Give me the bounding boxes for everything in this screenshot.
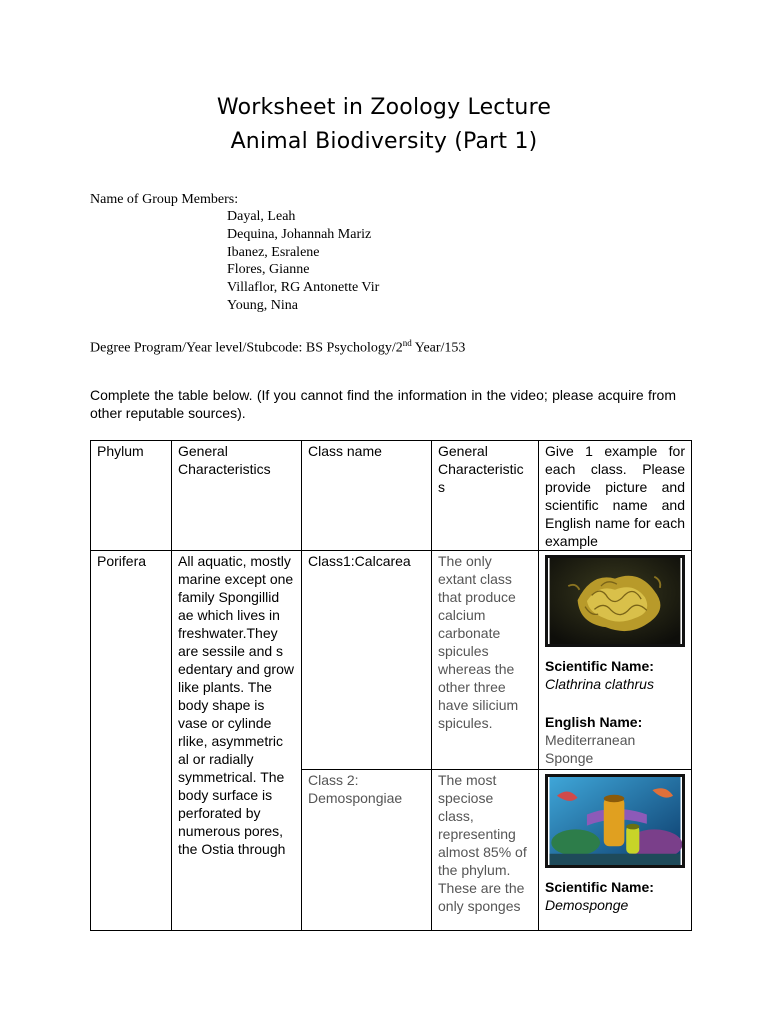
header-class-name: Class name (302, 441, 432, 551)
group-members-label: Name of Group Members: (90, 192, 239, 207)
english-name-label: English Name: (545, 714, 643, 730)
group-member: Dayal, Leah (227, 209, 296, 224)
header-class-characteristics: General Characteristic s (432, 441, 539, 551)
demosponge-photo (545, 774, 685, 868)
table-header-row (91, 441, 692, 551)
scientific-name-label: Scientific Name: (545, 658, 654, 674)
clathrina-sponge-photo (545, 555, 685, 647)
scientific-name-value: Clathrina clathrus (545, 676, 654, 692)
header-phylum: Phylum (91, 441, 172, 551)
phylum-characteristics-cell (172, 551, 302, 931)
class-characteristics-cell (432, 770, 539, 931)
worksheet-subtitle: Animal Biodiversity (Part 1) (230, 129, 538, 154)
class-characteristics-text: The most speciose class, representing almost 85% of the phylum. These are the only sponges (438, 772, 527, 914)
header-general-characteristics: General Characteristics (172, 441, 302, 551)
group-member: Flores, Gianne (227, 262, 310, 278)
degree-label: Degree Program/Year level/Stubcode: BS Psychology/2 (90, 340, 403, 356)
class-characteristics-cell: The only extant class that produce calcium carbonate spicules whereas the other three have silicium spicules. (432, 551, 539, 770)
example-cell (539, 551, 692, 770)
phylum-cell: Porifera (91, 551, 172, 931)
scientific-name-value: Demosponge (545, 897, 629, 913)
header-example: Give 1 example for each class. Please provide picture and scientific name and English name for each example (539, 441, 692, 551)
class-name-cell: Class 2: Demospongiae (302, 770, 432, 931)
class-name-cell: Class1:Calcarea (302, 551, 432, 770)
group-members-list (227, 208, 379, 315)
example-cell (539, 770, 692, 931)
group-member: Dequina, Johannah Mariz (227, 226, 372, 242)
group-member: Young, Nina (227, 297, 298, 313)
english-name-value: Mediterranean Sponge (545, 732, 636, 766)
degree-program-line (90, 334, 465, 358)
table-row (91, 551, 692, 770)
worksheet-title: Worksheet in Zoology Lecture (216, 95, 552, 120)
biodiversity-table (90, 440, 692, 931)
group-member: Villaflor, RG Antonette Vir (227, 280, 380, 296)
group-member: Ibanez, Esralene (227, 244, 320, 260)
degree-rest: Year/153 (411, 340, 466, 356)
instructions-text: Complete the table below. (If you cannot find the information in the video; please acquire from other reputable sources). (90, 387, 676, 421)
degree-superscript: nd (402, 338, 412, 348)
scientific-name-label: Scientific Name: (545, 879, 654, 895)
phylum-characteristics-text: All aquatic, mostly marine except one family Spongillid ae which lives in freshwater.They are sessile and s edentary and grow like plants. The body shape is vase or cylinde rlike, asymmetric al or radially symmetrical. The body surface is perforated by numerous pores, the Ostia through (178, 553, 294, 857)
